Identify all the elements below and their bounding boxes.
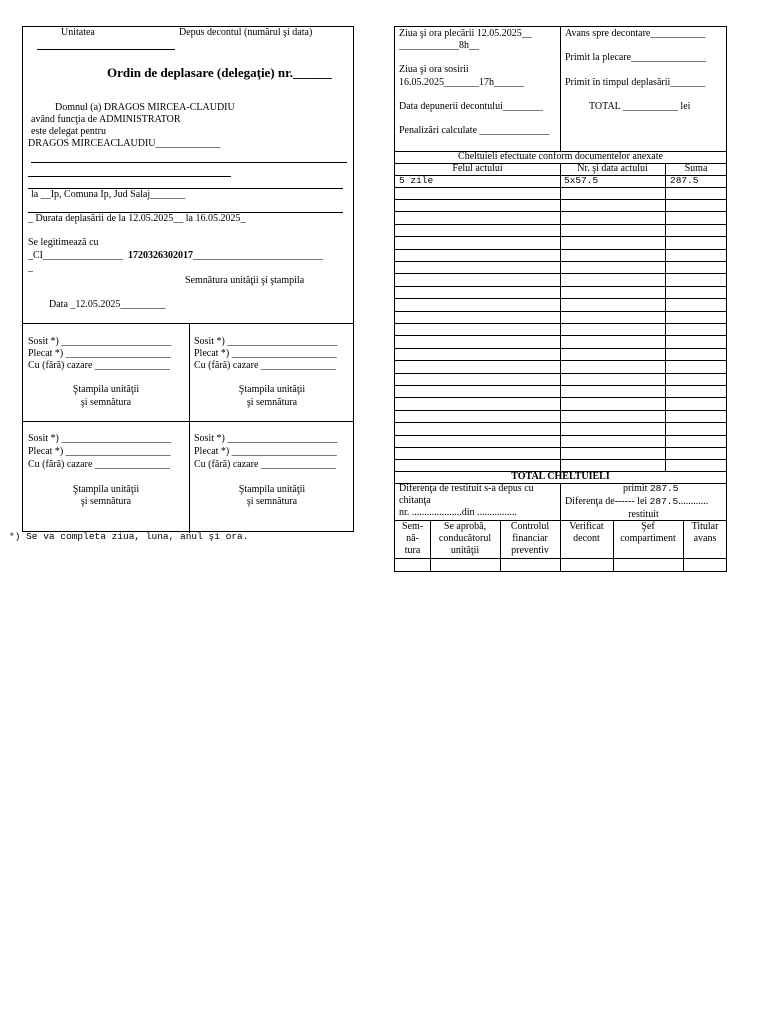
table-row <box>395 199 726 200</box>
sig-semnatura-line: Sem- <box>401 521 424 532</box>
table-row <box>395 261 726 262</box>
primit-label: primit <box>623 483 648 494</box>
sig-control <box>500 521 560 557</box>
sig-aproba <box>430 521 500 557</box>
sig-verificat-line: decont <box>573 533 600 544</box>
functia-text: având funcţia de ADMINISTRATOR <box>31 114 181 125</box>
sig-control-line: Controlul <box>510 521 550 532</box>
total-cheltuieli: TOTAL CHELTUIELI <box>511 471 610 482</box>
cazare-field: Cu (fără) cazare _______________ <box>28 360 170 371</box>
sig-aproba-line: unităţii <box>450 545 480 556</box>
sosit-field: Sosit *) ______________________ <box>194 433 338 444</box>
semnatura-stampila: Semnătura unităţii şi ştampila <box>185 275 305 286</box>
total-avans: TOTAL ___________ lei <box>589 101 691 112</box>
diferenta-restituit-3: nr. ....................din ................ <box>399 507 518 518</box>
table-row <box>395 273 726 274</box>
sig-titular <box>683 521 727 545</box>
sig-verificat-line: Verificat <box>569 521 604 532</box>
table-row <box>395 360 726 361</box>
divider <box>23 421 353 422</box>
sig-control-line: preventiv <box>511 545 549 556</box>
stampila-label: Ştampila unităţii <box>238 484 306 495</box>
sosit-field: Sosit *) ______________________ <box>194 336 338 347</box>
unitatea-line <box>37 49 175 50</box>
plecat-field: Plecat *) _____________________ <box>28 446 171 457</box>
sig-sef-line: Şef <box>641 521 655 532</box>
cazare-field: Cu (fără) cazare _______________ <box>28 459 170 470</box>
col-suma: Suma <box>684 163 708 174</box>
stampila-label: Ştampila unităţii <box>238 384 306 395</box>
diferenta-dots: ............ <box>678 496 709 507</box>
row-felul: 5 zile <box>399 175 434 186</box>
ci-tail: _ <box>28 262 33 273</box>
table-row <box>395 175 726 176</box>
plecare-ora: ____________8h__ <box>399 40 479 51</box>
table-row <box>395 286 726 287</box>
sig-semnatura-line: tura <box>404 545 421 556</box>
delegat-nume: DRAGOS MIRCEACLAUDIU_____________ <box>28 138 221 149</box>
cheltuieli-title: Cheltuieli efectuate conform documentelor anexate <box>458 151 663 162</box>
depus-decont-label: Depus decontul (numărul şi data) <box>179 27 313 38</box>
sig-sef <box>613 521 683 545</box>
ci-line <box>28 250 323 262</box>
ordin-deplasare-form <box>22 26 354 532</box>
page-title: Ordin de deplasare (delegaţie) nr.______ <box>107 65 332 80</box>
table-row <box>395 187 726 188</box>
table-row <box>395 435 726 436</box>
table-row <box>395 298 726 299</box>
delegat-text: este delegat pentru <box>31 126 106 137</box>
primit-value: 287.5 <box>649 483 679 494</box>
penalizari: Penalizări calculate ______________ <box>399 125 550 136</box>
stampila-label: Ştampila unităţii <box>72 484 140 495</box>
ci-suffix: __________________________ <box>193 250 323 261</box>
semnatura-label: şi semnătura <box>246 496 298 507</box>
table-row <box>395 459 726 460</box>
plecat-field: Plecat *) _____________________ <box>194 348 337 359</box>
table-row <box>395 397 726 398</box>
unitatea-label: Unitatea <box>61 27 95 38</box>
sosire-label: Ziua şi ora sosirii <box>399 64 469 75</box>
sig-titular-line: Titular <box>691 521 719 532</box>
decont-form <box>394 26 727 572</box>
sig-verificat <box>560 521 613 545</box>
primit-row <box>623 483 678 495</box>
table-row <box>395 249 726 250</box>
table-row <box>395 311 726 312</box>
diferenta-restituit-1: Diferenţa de restituit s-a depus cu <box>399 483 534 494</box>
semnatura-label: şi semnătura <box>80 397 132 408</box>
row-nr-data: 5x57.5 <box>564 175 599 186</box>
table-row <box>395 348 726 349</box>
col-nr-data: Nr. şi data actului <box>577 163 648 174</box>
blank-line-1 <box>31 162 347 163</box>
blank-line-2 <box>28 176 231 177</box>
semnatura-label: şi semnătura <box>246 397 298 408</box>
diferenta-de: Diferenţa de------ lei <box>565 496 648 507</box>
divider <box>23 323 353 324</box>
primit-timp: Primit în timpul deplasării_______ <box>565 77 706 88</box>
loc-text: la __Ip, Comuna Ip, Jud Salaj_______ <box>31 189 186 200</box>
semnatura-label: şi semnătura <box>80 496 132 507</box>
data-text: Data _12.05.2025_________ <box>49 299 166 310</box>
table-row <box>395 447 726 448</box>
legitimeaza-label: Se legitimează cu <box>28 237 99 248</box>
primit-plecare: Primit la plecare_______________ <box>565 52 707 63</box>
restituit-label: restituit <box>628 509 659 520</box>
plecare-label: Ziua şi ora plecării 12.05.2025__ <box>399 28 532 39</box>
col-felul-actului: Felul actului <box>452 163 503 174</box>
sig-sef-line: compartiment <box>620 533 676 544</box>
divider <box>560 163 561 471</box>
divider <box>665 163 666 471</box>
table-row <box>395 236 726 237</box>
avans-decontare: Avans spre decontare___________ <box>565 28 706 39</box>
table-row <box>395 224 726 225</box>
table-row <box>395 385 726 386</box>
sig-semnatura <box>395 521 430 557</box>
footnote: *) Se va completa ziua, luna, anul şi ora. <box>9 531 249 542</box>
diferenta-row <box>565 496 708 508</box>
sosit-field: Sosit *) ______________________ <box>28 433 172 444</box>
table-row <box>395 422 726 423</box>
table-row <box>395 211 726 212</box>
sig-control-line: financiar <box>512 533 548 544</box>
diferenta-value: 287.5 <box>649 496 679 507</box>
table-row <box>395 410 726 411</box>
table-row <box>395 373 726 374</box>
data-depunere: Data depunerii decontului________ <box>399 101 543 112</box>
domnul-text: Domnul (a) DRAGOS MIRCEA-CLAUDIU <box>55 102 235 113</box>
sosit-field: Sosit *) ______________________ <box>28 336 172 347</box>
stampila-label: Ştampila unităţii <box>72 384 140 395</box>
sig-titular-line: avans <box>693 533 717 544</box>
cazare-field: Cu (fără) cazare _______________ <box>194 459 336 470</box>
durata-text: _ Durata deplasării de la 12.05.2025__ la 16.05.2025_ <box>28 213 246 224</box>
sig-semnatura-line: nă- <box>406 533 419 544</box>
table-row <box>395 335 726 336</box>
sig-aproba-line: Se aprobă, <box>443 521 487 532</box>
plecat-field: Plecat *) _____________________ <box>194 446 337 457</box>
table-row <box>395 323 726 324</box>
plecat-field: Plecat *) _____________________ <box>28 348 171 359</box>
sosire-value: 16.05.2025_______17h______ <box>399 77 524 88</box>
row-suma: 287.5 <box>670 175 699 186</box>
cazare-field: Cu (fără) cazare _______________ <box>194 360 336 371</box>
ci-number: 1720326302017 <box>128 250 193 261</box>
divider <box>560 27 561 151</box>
ci-prefix: _CI________________ <box>28 250 123 261</box>
sig-aproba-line: conducătorul <box>438 533 492 544</box>
diferenta-restituit-2: chitanţa <box>399 495 431 506</box>
